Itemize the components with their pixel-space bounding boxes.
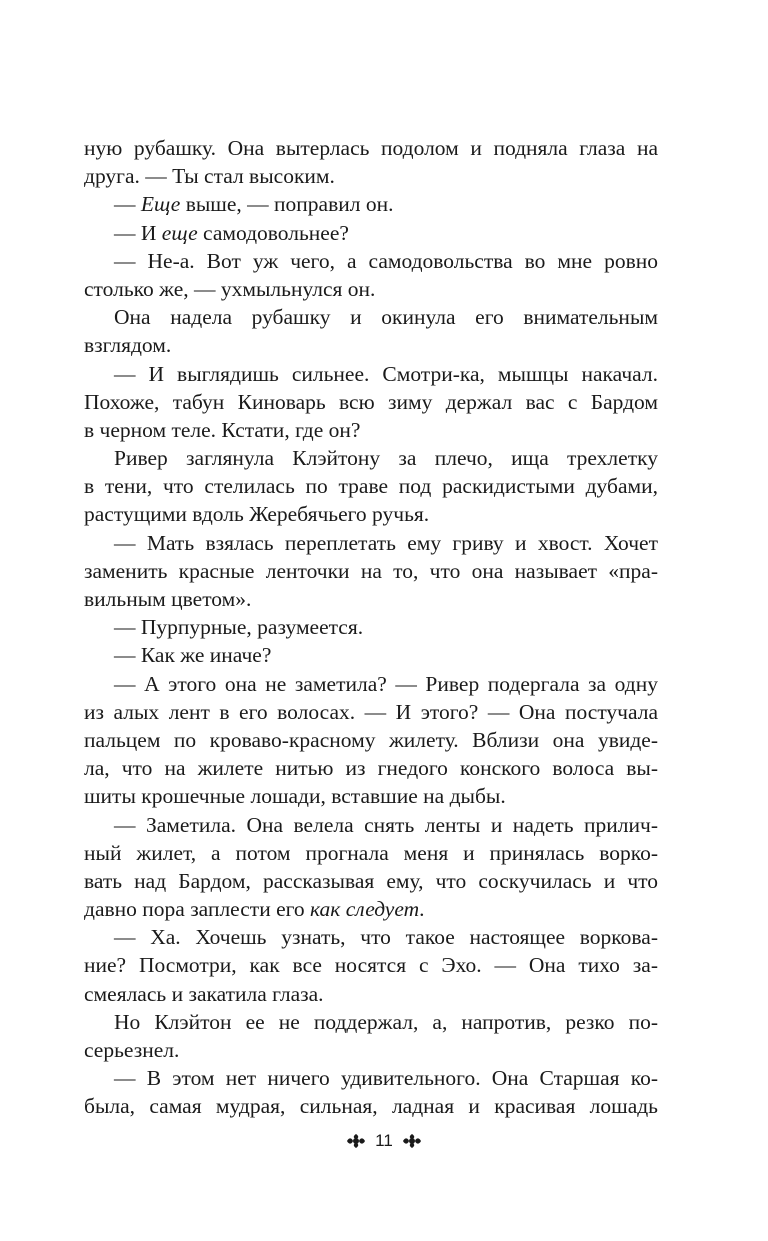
ornament-left-icon [345, 1133, 367, 1149]
text-run: самодовольнее? [197, 220, 349, 245]
text-run: столько же, — ухмыльнулся он. [84, 276, 376, 301]
text-line [84, 190, 658, 218]
text-run: давно пора заплести его [84, 897, 311, 922]
text-run: ную рубашку. Она вытерлась подолом и подняла глаза на [84, 136, 658, 160]
text-run: растущими вдоль Жеребячьего ручья. [84, 502, 430, 527]
body-text [84, 134, 658, 1121]
text-line [84, 951, 658, 979]
text-run: — Пурпурные, разумеется. [114, 615, 364, 640]
text-line [84, 782, 658, 810]
text-run: Но Клэйтон ее не поддержал, а, напротив, резко по- [114, 1009, 658, 1034]
text-line [84, 331, 658, 359]
text-line [84, 472, 658, 500]
text-line [84, 162, 658, 190]
text-run: ние? Посмотри, как все носятся с Эхо. — Она тихо за- [84, 953, 658, 978]
text-line [84, 839, 658, 867]
text-run: вильным цветом». [84, 587, 252, 611]
text-run: Похоже, табун Киноварь всю зиму держал вас с Бардом [84, 389, 658, 414]
text-run: — Ха. Хочешь узнать, что такое настоящее воркова- [114, 925, 658, 950]
text-line [84, 698, 658, 726]
text-run: — В этом нет ничего удивительного. Она Старшая ко- [114, 1066, 658, 1091]
text-line [84, 1092, 658, 1120]
text-run: выше, — поправил он. [180, 192, 394, 217]
text-line [84, 444, 658, 472]
text-run: в тени, что стелилась по траве под раскидистыми дубами, [84, 474, 658, 499]
text-run: — А этого она не заметила? — Ривер подергала за одну [114, 671, 658, 696]
text-run: — И выглядишь сильнее. Смотри-ка, мышцы накачал. [114, 361, 658, 386]
italic-run: еще [161, 220, 198, 245]
text-line [84, 500, 658, 528]
text-run: — Заметила. Она велела снять ленты и надеть прилич- [114, 812, 658, 837]
italic-run: Еще [140, 192, 181, 217]
text-line [84, 1064, 658, 1092]
text-line [84, 247, 658, 275]
text-run: серьезнел. [84, 1038, 180, 1062]
text-run: — Как же иначе? [114, 643, 272, 668]
text-run: Ривер заглянула Клэйтону за плечо, ища трехлетку [114, 446, 658, 471]
page-footer [0, 1131, 768, 1151]
text-run: заменить красные ленточки на то, что она называет «пра- [84, 558, 658, 583]
text-run: — И [114, 220, 162, 245]
text-line [84, 1008, 658, 1036]
text-line [84, 416, 658, 444]
text-run: . [419, 897, 425, 922]
text-line [84, 895, 658, 923]
page-number: 11 [375, 1131, 393, 1150]
text-line [84, 360, 658, 388]
text-line [84, 134, 658, 162]
text-run: ный жилет, а потом прогнала меня и принялась ворко- [84, 840, 658, 865]
text-run: — Мать взялась переплетать ему гриву и хвост. Хочет [114, 530, 658, 555]
text-line [84, 980, 658, 1008]
text-line [84, 275, 658, 303]
text-run: пальцем по кроваво-красному жилету. Вблизи она увиде- [84, 727, 658, 752]
text-run: взглядом. [84, 333, 172, 358]
text-line [84, 303, 658, 331]
text-line [84, 529, 658, 557]
text-run: — [114, 192, 141, 217]
text-run: ла, что на жилете нитью из гнедого конского волоса вы- [84, 756, 658, 781]
text-run: — Не-а. Вот уж чего, а самодовольства во мне ровно [114, 248, 658, 273]
text-line [84, 867, 658, 895]
text-line [84, 1036, 658, 1064]
ornament-right-icon [401, 1133, 423, 1149]
text-line [84, 726, 658, 754]
text-run: из алых лент в его волосах. — И этого? — Она постучала [84, 699, 658, 724]
text-run: друга. — Ты стал высоким. [84, 164, 335, 189]
text-run: смеялась и закатила глаза. [84, 981, 324, 1006]
text-line [84, 388, 658, 416]
text-line [84, 811, 658, 839]
text-run: шиты крошечные лошади, вставшие на дыбы. [84, 784, 506, 809]
text-line [84, 641, 658, 669]
italic-run: как следует [310, 897, 420, 922]
text-line [84, 670, 658, 698]
text-line [84, 754, 658, 782]
text-run: Она надела рубашку и окинула его внимательным [114, 305, 658, 330]
text-run: была, самая мудрая, сильная, ладная и красивая лошадь [84, 1094, 658, 1119]
text-line [84, 557, 658, 585]
text-line [84, 613, 658, 641]
text-line [84, 219, 658, 247]
text-line [84, 923, 658, 951]
text-line [84, 585, 658, 613]
text-run: вать над Бардом, рассказывая ему, что соскучилась и что [84, 868, 658, 893]
text-run: в черном теле. Кстати, где он? [84, 417, 361, 442]
